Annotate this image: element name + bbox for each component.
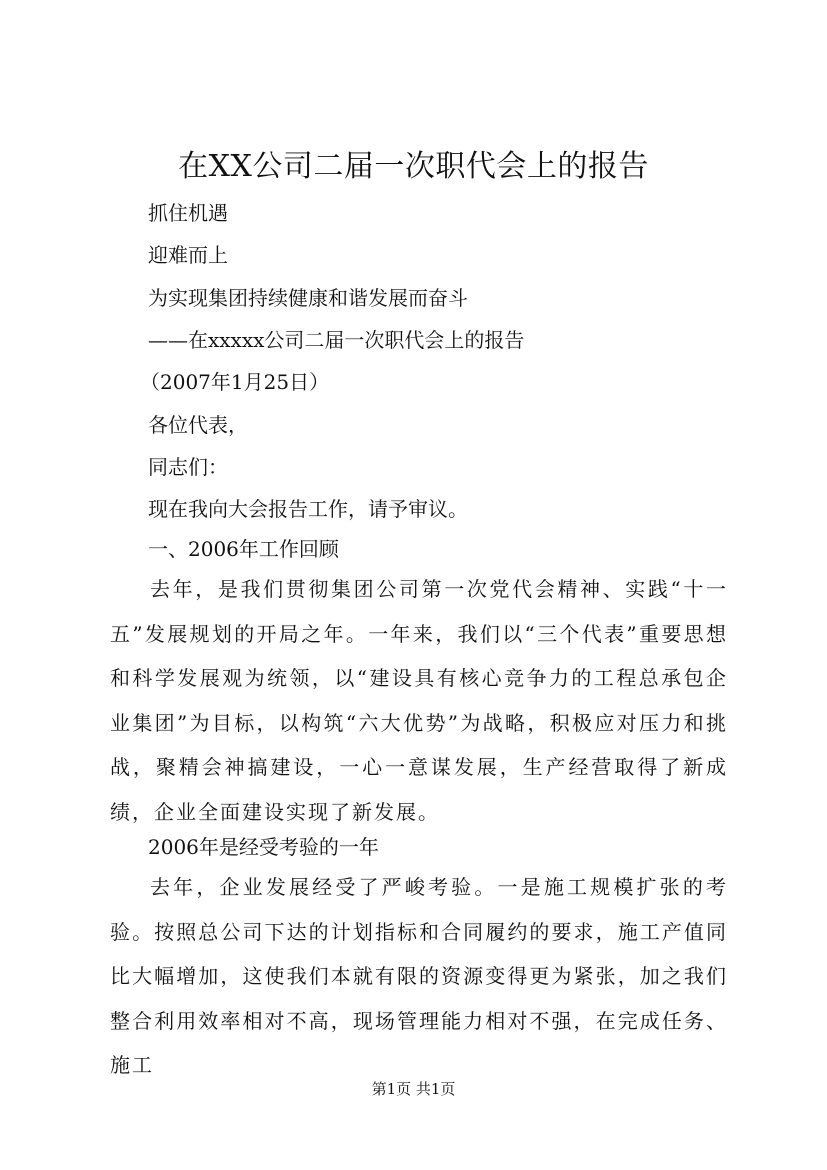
body-paragraph-2: 去年，企业发展经受了严峻考验。一是施工规模扩张的考验。按照总公司下达的计划指标和合同履约的要求，施工产值同比大幅增加，这使我们本就有限的资源变得更为紧张，加之我们整合利用效率相对不高，现场管理能力相对不强，在完成任务、施工 (110, 875, 728, 1078)
heading-line-2: 迎难而上 (148, 243, 228, 267)
heading-line-3: 为实现集团持续健康和谐发展而奋斗 (148, 286, 468, 310)
page-footer: 第1页 共1页 (371, 1080, 456, 1098)
body-paragraph-1: 去年，是我们贯彻集团公司第一次党代会精神、实践“十一五”发展规划的开局之年。一年来，我们以“三个代表”重要思想和科学发展观为统领，以“建设具有核心竞争力的工程总承包企业集团”为目标，以构筑“六大优势”为战略，积极应对压力和挑战，聚精会神搞建设，一心一意谋发展，生产经营取得了新成绩，企业全面建设实现了新发展。 (110, 577, 728, 824)
section-heading: 一、2006年工作回顾 (148, 537, 339, 561)
heading-line-1: 抓住机遇 (148, 201, 228, 225)
subtitle-line: ——在xxxxx公司二届一次职代会上的报告 (148, 328, 525, 352)
document-title: 在XX公司二届一次职代会上的报告 (178, 149, 649, 184)
date-line: （2007年1月25日） (140, 370, 330, 394)
subsection-heading: 2006年是经受考验的一年 (148, 835, 379, 859)
intro-line: 现在我向大会报告工作，请予审议。 (148, 497, 468, 521)
salutation-line-1: 各位代表， (148, 413, 248, 437)
salutation-line-2: 同志们： (148, 455, 228, 479)
